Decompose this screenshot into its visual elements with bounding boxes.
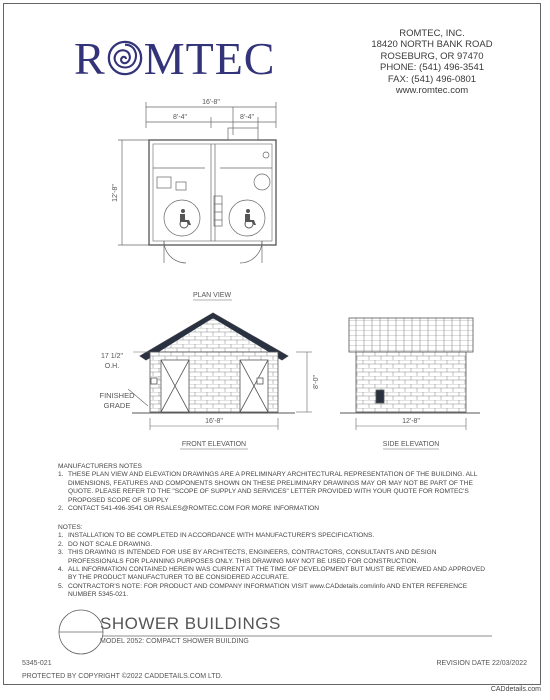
plan-right-width: 8'-4" — [240, 114, 254, 121]
company-web[interactable]: www.romtec.com — [395, 85, 469, 97]
note-item: 4. ALL INFORMATION CONTAINED HEREIN WAS CURRENT AT THE TIME OF DEVELOPMENT BUT MUST BE REVIEWED AND APPROVED BY THE PRODUCT MANUFACTURER TO BE CONSIDERED ACCURATE. — [58, 566, 486, 582]
note-item: 3. THIS DRAWING IS INTENDED FOR USE BY ARCHITECTS, ENGINEERS, CONTRACTORS, CONSULTANTS AND DESIGN PROFESSIONALS FOR PLANNING PURPOSES ONLY. THIS DRAWING MAY NOT BE USED FOR CONSTRUCTION. — [58, 549, 437, 565]
note-item: 2. DO NOT SCALE DRAWING. — [58, 540, 153, 548]
side-elevation-caption: SIDE ELEVATION — [382, 441, 440, 448]
overhang-unit: O.H. — [104, 363, 120, 370]
logo-letters-mtec: MTEC — [143, 33, 276, 84]
overhang-dimension: 17 1/2" — [101, 353, 123, 360]
manufacturers-notes-title: MANUFACTURERS NOTES — [58, 463, 142, 470]
caddetails-brand[interactable]: CADdetails.com — [490, 686, 541, 693]
note-item: 5. CONTRACTOR'S NOTE: FOR PRODUCT AND COMPANY INFORMATION VISIT www.CADdetails.com/info AND ENTER REFERENCE NUMBER 5345-021. — [58, 582, 468, 599]
logo-letter-r: R — [74, 33, 106, 84]
finished-grade-line2: GRADE — [103, 401, 131, 410]
revision-date: REVISION DATE 22/03/2022 — [436, 660, 527, 667]
general-notes-title: NOTES: — [58, 524, 83, 531]
drawing-subtitle: MODEL 2052: COMPACT SHOWER BUILDING — [100, 638, 249, 645]
front-elevation-caption: FRONT ELEVATION — [181, 441, 247, 448]
plan-view-caption: PLAN VIEW — [192, 292, 232, 299]
reference-number: 5345-021 — [22, 660, 52, 667]
front-height-dimension: 8'-0" — [313, 375, 320, 389]
company-name: ROMTEC, INC. — [399, 28, 465, 39]
drawing-title: SHOWER BUILDINGS — [100, 614, 281, 633]
plan-overall-width: 16'-8" — [202, 99, 220, 106]
plan-depth: 12'-8" — [112, 184, 119, 202]
note-item: 1. INSTALLATION TO BE COMPLETED IN ACCORDANCE WITH MANUFACTURER'S SPECIFICATIONS. — [58, 532, 375, 540]
company-city: ROSEBURG, OR 97470 — [380, 50, 484, 62]
copyright-notice: PROTECTED BY COPYRIGHT ©2022 CADDETAILS.COM LTD. — [22, 673, 223, 680]
manufacturers-note-item: 1. THESE PLAN VIEW AND ELEVATION DRAWINGS ARE A PRELIMINARY ARCHITECTURAL REPRESENTATION OF THE BUILDING. ALL DIMENSIONS, FEATURES AND COMPONENTS SHOWN ON THESE PRELIMINARY DRAWINGS MAY OR MAY NOT BE PART OF THE QUOTE. PLEASE REFER TO THE "SCOPE OF SUPPLY AND SERVICES" LETTER PROVIDED WITH YOUR QUOTE FOR ROMTEC'S PROPOSED SCOPE OF SUPPLY — [58, 471, 478, 504]
company-phone: PHONE: (541) 496-3541 — [379, 62, 485, 74]
manufacturers-note-item: 2. CONTACT 541-496-3541 OR RSALES@ROMTEC.COM FOR MORE INFORMATION — [58, 505, 320, 513]
finished-grade-line1: FINISHED — [99, 391, 135, 400]
company-fax: FAX: (541) 496-0801 — [387, 73, 477, 85]
side-width-dimension: 12'-8" — [402, 418, 420, 425]
company-street: 18420 NORTH BANK ROAD — [371, 39, 493, 51]
front-width-dimension: 16'-8" — [205, 418, 223, 425]
plan-left-width: 8'-4" — [173, 114, 187, 121]
